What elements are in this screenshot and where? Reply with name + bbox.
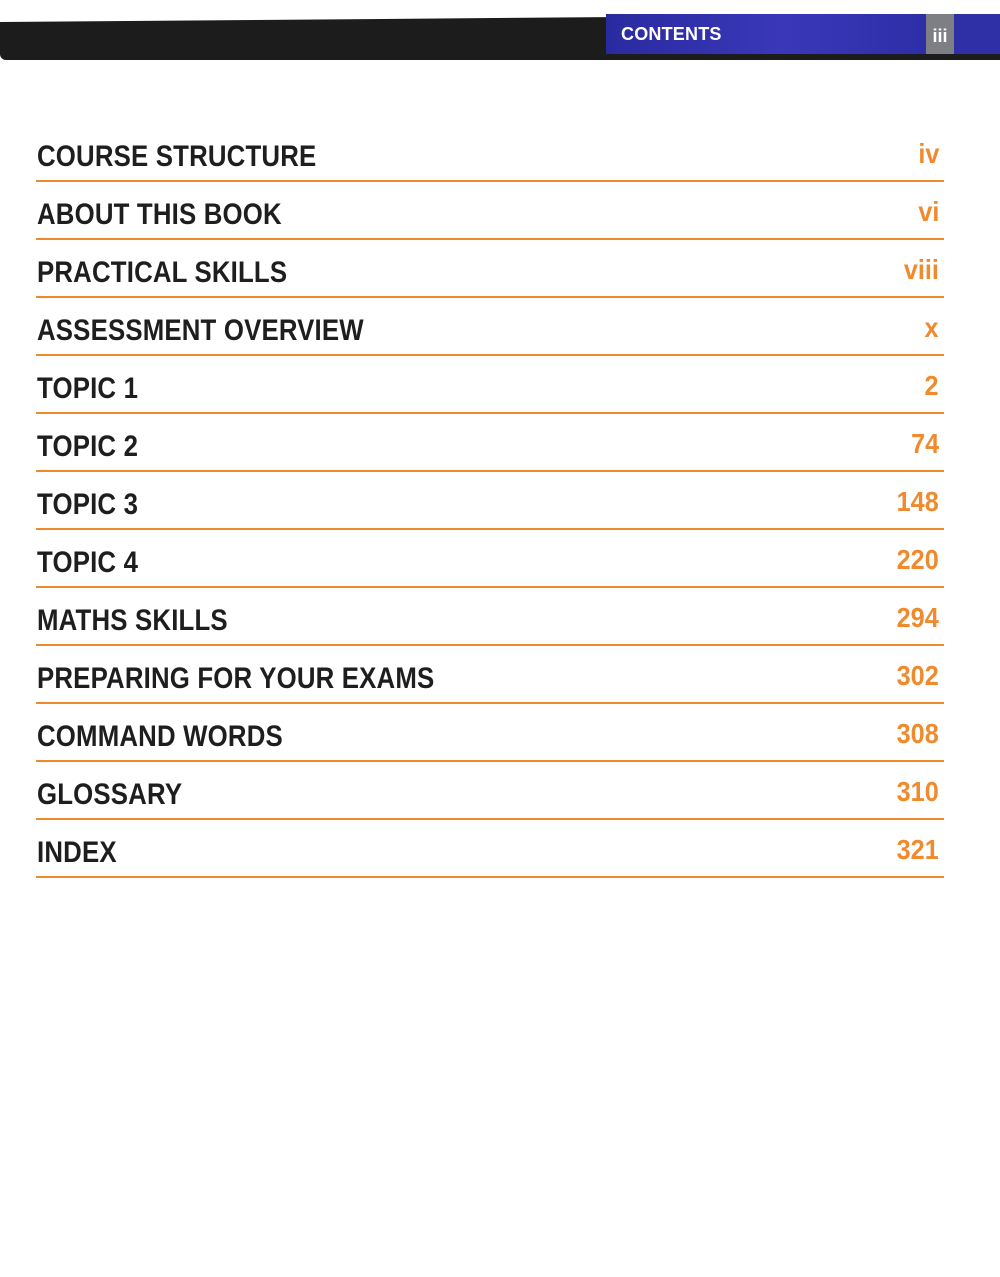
toc-entry-page: 148 xyxy=(896,486,939,517)
toc-entry-title: PRACTICAL SKILLS xyxy=(37,256,288,289)
toc-entry-page: 74 xyxy=(910,428,939,459)
toc-entry[interactable] xyxy=(36,704,944,762)
toc-entry[interactable] xyxy=(36,820,944,878)
toc-entry-page: 308 xyxy=(896,718,939,749)
toc-entry-page: vi xyxy=(917,196,939,227)
toc-entry-title: TOPIC 3 xyxy=(37,488,139,521)
toc-entry-title: TOPIC 1 xyxy=(37,372,139,405)
toc-entry-page: 294 xyxy=(896,602,939,633)
toc-entry[interactable] xyxy=(36,356,944,414)
toc-entry-title: MATHS SKILLS xyxy=(37,604,228,637)
toc-entry-title: ASSESSMENT OVERVIEW xyxy=(37,314,364,347)
toc-entry[interactable] xyxy=(36,124,944,182)
toc-entry[interactable] xyxy=(36,240,944,298)
toc-entry[interactable] xyxy=(36,588,944,646)
toc-entry-title: COURSE STRUCTURE xyxy=(37,140,317,173)
toc-entry-title: PREPARING FOR YOUR EXAMS xyxy=(37,662,435,695)
toc-entry-page: iv xyxy=(917,138,939,169)
toc-entry-title: COMMAND WORDS xyxy=(37,720,283,753)
toc-entry-title: TOPIC 2 xyxy=(37,430,139,463)
table-of-contents xyxy=(36,124,944,878)
toc-entry[interactable] xyxy=(36,646,944,704)
toc-entry[interactable] xyxy=(36,530,944,588)
toc-entry-page: 220 xyxy=(896,544,939,575)
header-bar-end xyxy=(954,14,1000,54)
toc-entry-title: GLOSSARY xyxy=(37,778,183,811)
page-number: iii xyxy=(926,14,954,54)
toc-entry-title: TOPIC 4 xyxy=(37,546,139,579)
section-label: CONTENTS xyxy=(606,14,926,54)
toc-entry-title: INDEX xyxy=(37,836,117,869)
toc-entry[interactable] xyxy=(36,414,944,472)
toc-entry[interactable] xyxy=(36,182,944,240)
toc-entry-page: 321 xyxy=(896,834,939,865)
toc-entry-title: ABOUT THIS BOOK xyxy=(37,198,282,231)
toc-entry[interactable] xyxy=(36,472,944,530)
toc-entry-page: x xyxy=(924,312,939,343)
toc-entry-page: viii xyxy=(903,254,939,285)
toc-entry-page: 310 xyxy=(896,776,939,807)
toc-entry[interactable] xyxy=(36,762,944,820)
toc-entry-page: 302 xyxy=(896,660,939,691)
toc-entry[interactable] xyxy=(36,298,944,356)
toc-entry-page: 2 xyxy=(924,370,939,401)
